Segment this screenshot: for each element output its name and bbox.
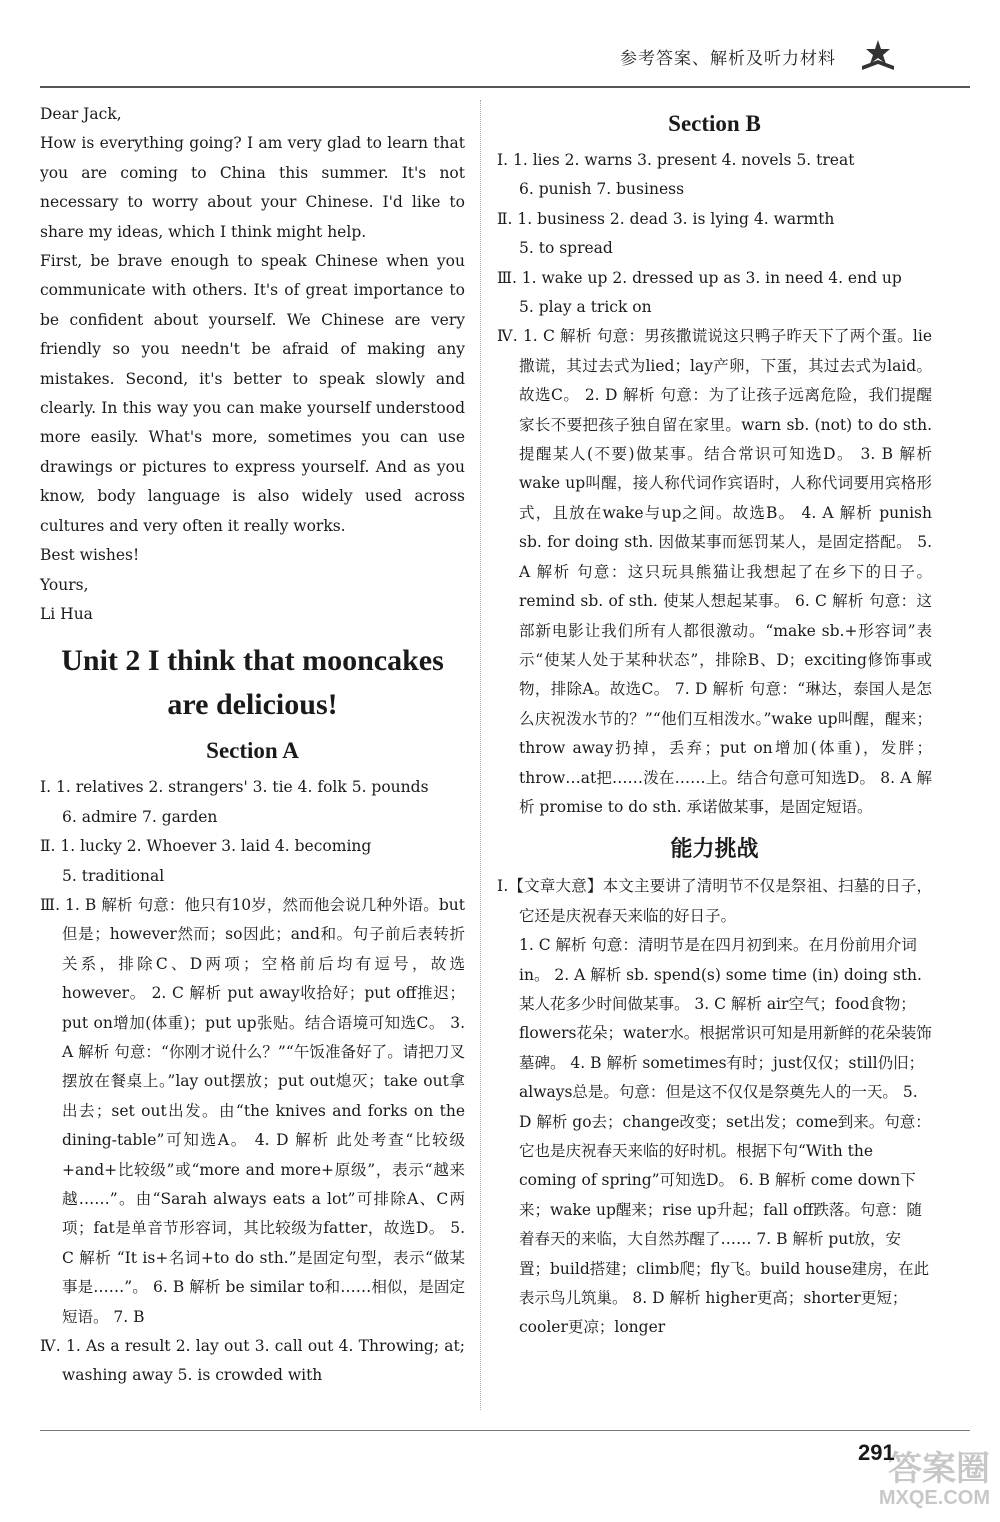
section-b-title: Section B [668,111,761,136]
challenge-summary-label: Ⅰ.【文章大意】 [497,877,603,896]
section-b-part-2: Ⅱ. 1. business 2. dead 3. is lying 4. warmth [497,209,835,228]
page-header [620,38,960,78]
footer-divider [40,1430,970,1431]
section-b-part-3-cont: 5. play a trick on [519,298,652,317]
challenge-title: 能力挑战 [670,837,759,863]
column-divider [480,100,481,1410]
section-b-part-1: Ⅰ. 1. lies 2. warns 3. present 4. novels 5. treat [497,151,855,169]
section-b-part-4: Ⅳ. 1. C 解析 句意：男孩撒谎说这只鸭子昨天下了两个蛋。lie撒谎，其过去式为lied；lay产卵，下蛋，其过去式为laid。故选C。 2. D 解析 句意：为了让孩子远离危险，我们提醒家长不要把孩子独自留在家里。warn sb. (not) to do sth. 提醒某人(不要)做某事。结合常识可知选D。 3. B 解析 wake up叫醒，接人称代词作宾语时，人称代词要用宾格形式，且放在wake与up之间。故选B。 4. A 解析 punish sb. for doing sth. 因做某事而惩罚某人，是固定搭配。 5. A 解析 句意：这只玩具熊猫让我想起了在乡下的日子。remind sb. of sth. 使某人想起某事。 6. C 解析 句意：这部新电影让我们所有人都很激动。“make sb.+形容词”表示“使某人处于某种状态”，排除B、D；exciting修饰事或物，排除A。故选C。 7. D 解析 句意：“琳达，泰国人是怎么庆祝泼水节的？”“他们互相泼水。”wake up叫醒，醒来；throw away扔掉，丢弃；put on增加(体重)，发胖；throw…at把……泼在……上。结合句意可知选D。 8. A 解析 promise to do sth. 承诺做某事，是固定短语。 [497,327,932,816]
right-column [497,100,932,1343]
watermark-logo [800,1452,990,1512]
section-a-part-4: Ⅳ. 1. As a result 2. lay out 3. call out 4. Throwing; at; washing away 5. is crowded with [40,1337,465,1385]
challenge-summary-text: 本文主要讲了清明节不仅是祭祖、扫墓的日子，它还是庆祝春天来临的好日子。 [519,877,932,925]
letter-paragraph-2: First, be brave enough to speak Chinese when you communicate with others. It's of great importance to be confident about yourself. We Chinese are very friendly so you needn't be afraid of making any mistakes. Second, it's better to speak slowly and clearly. In this way you can make yourself understood more easily. What's more, sometimes you can use drawings or pictures to express yourself. And as you know, body language is also widely used across cultures and very often it really works. [40,252,465,535]
section-a-part-3: Ⅲ. 1. B 解析 句意：他只有10岁，然而他会说几种外语。but但是；however然而；so因此；and和。句子前后表转折关系，排除C、D两项；空格前后均有逗号，故选however。 2. C 解析 put away收拾好；put off推迟；put on增加(体重)；put up张贴。结合语境可知选C。 3. A 解析 句意：“你刚才说什么？”“午饭准备好了。请把刀叉摆放在餐桌上。”lay out摆放；put out熄灭；take out拿出去；set out出发。由“the knives and forks on the dining-table”可知选A。 4. D 解析 此处考查“比较级+and+比较级”或“more and more+原级”，表示“越来越……”。由“Sarah always eats a lot”可排除A、C两项；fat是单音节形容词，其比较级为fatter，故选D。 5. C 解析 “It is+名词+to do sth.”是固定句型，表示“做某事是……”。 6. B 解析 be similar to和……相似，是固定短语。 7. B [40,895,465,1326]
section-a-part-2-cont: 5. traditional [62,866,165,885]
unit-title [40,639,465,727]
section-a-part-2: Ⅱ. 1. lucky 2. Whoever 3. laid 4. becoming [40,837,372,856]
letter-greeting: Dear Jack, [40,105,122,123]
unit-title-line-2: are delicious! [167,688,338,722]
section-a-part-1-cont: 6. admire 7. garden [62,807,218,826]
challenge-summary [497,872,932,931]
section-a-part-1: Ⅰ. 1. relatives 2. strangers' 3. tie 4. folk 5. pounds [40,778,429,797]
page-number: 291 [858,1440,895,1465]
letter-closing: Best wishes! [40,546,140,565]
section-b-part-3: Ⅲ. 1. wake up 2. dressed up as 3. in need 4. end up [497,268,902,287]
section-b-part-2-cont: 5. to spread [519,239,613,258]
header-title: 参考答案、解析及听力材料 [620,49,836,69]
letter-signature: Li Hua [40,604,93,623]
section-a-title: Section A [206,738,299,764]
watermark-line-2: MXQE.COM [878,1487,990,1509]
challenge-answers: 1. C 解析 句意：清明节是在四月初到来。在月份前用介词in。 2. A 解析 sb. spend(s) some time (in) doing sth. 某人花多少时间做某事。 3. C 解析 air空气；food食物；flowers花朵；water水。根据常识可知是用新鲜的花朵装饰墓碑。 4. B 解析 sometimes有时；just仅仅；still仍旧；always总是。句意：但是这不仅仅是祭奠先人的一天。 5. D 解析 go去；change改变；set出发；come到来。句意：它也是庆祝春天来临的好时机。根据下句“With the coming of spring”可知选D。 6. B 解析 come down下来；wake up醒来；rise up升起；fall off跌落。句意：随着春天的来临，大自然苏醒了…… 7. B 解析 put放，安置；build搭建；climb爬；fly飞。build house建房，在此表示鸟儿筑巢。 8. D 解析 higher更高；shorter更短；cooler更凉；longer [519,936,932,1337]
section-b-part-1-cont: 6. punish 7. business [519,180,685,199]
watermark-line-1: 答案圈 [888,1450,990,1488]
left-column [40,100,465,1391]
header-divider [40,86,970,88]
book-star-icon [858,38,898,81]
letter-paragraph-1: How is everything going? I am very glad to learn that you are coming to China this summer. It's not necessary to worry about your Chinese. I'd like to share my ideas, which I think might help. [40,134,465,241]
unit-title-line-1: Unit 2 I think that mooncakes [61,644,444,678]
letter-yours: Yours, [40,575,89,594]
